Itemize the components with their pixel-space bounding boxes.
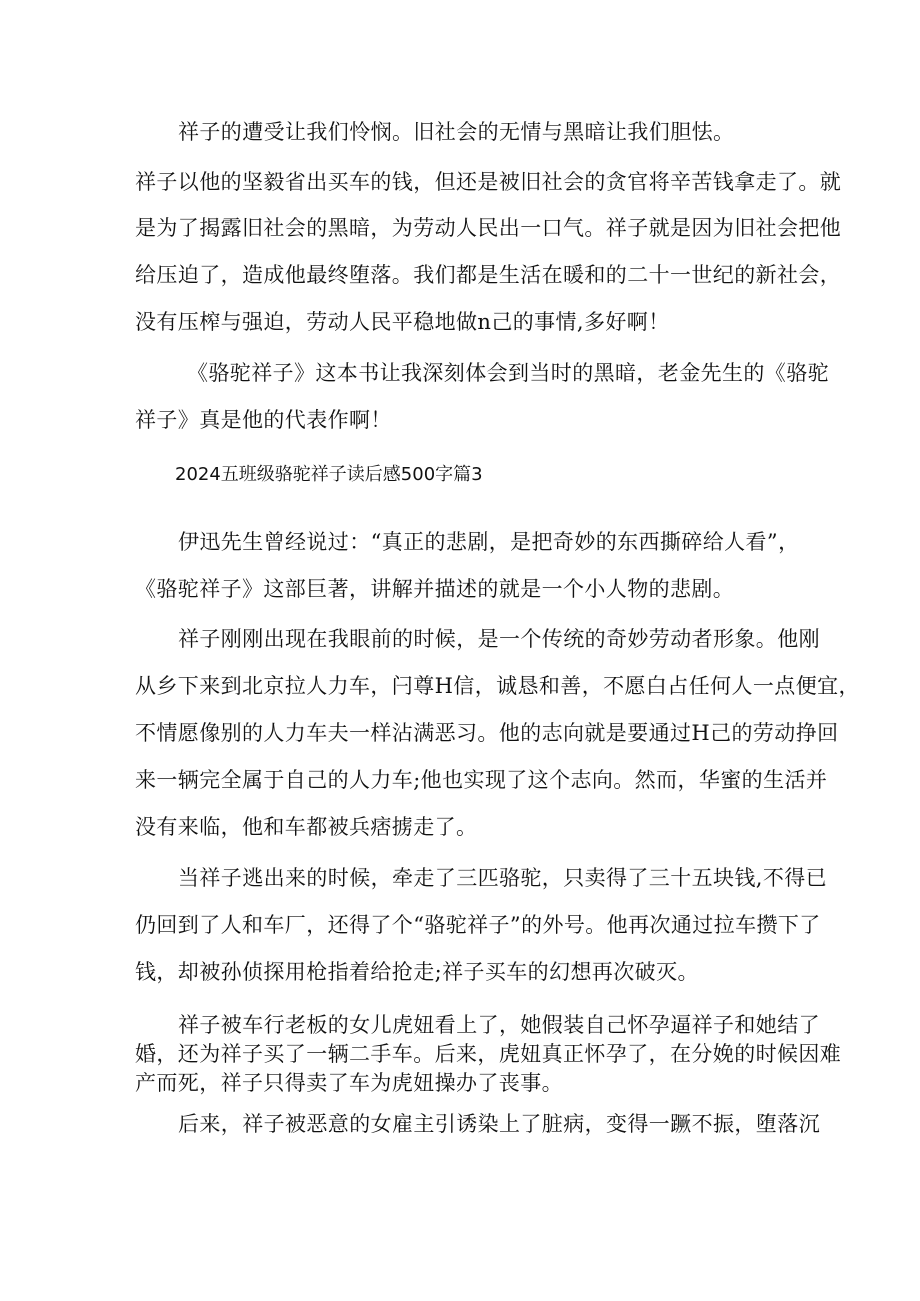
- paragraph-2-line-3: 给压迫了，造成他最终堕落。我们都是生活在暖和的二十一世纪的新社会，: [135, 263, 842, 287]
- s2-paragraph-1-line-1: 伊迅先生曾经说过：“真正的悲剧，是把奇妙的东西撕碎给人看”，: [178, 530, 800, 554]
- paragraph-3-line-1: 《骆驼祥子》这本书让我深刻体会到当时的黑暗，老金先生的《骆驼: [187, 361, 829, 385]
- s2-paragraph-2-line-5: 没有来临，他和车都被兵痞掳走了。: [135, 815, 478, 839]
- paragraph-3-line-2: 祥子》真是他的代表作啊！: [135, 408, 392, 432]
- s2-paragraph-4-line-3: 产而死，祥子只得卖了车为虎妞操办了丧事。: [135, 1071, 563, 1095]
- s2-paragraph-2-line-4: 来一辆完全属于自己的人力车;他也实现了这个志向。然而，华蜜的生活并: [135, 768, 828, 792]
- s2-paragraph-3-line-3: 钱，却被孙侦探用枪指着给抢走;祥子买车的幻想再次破灭。: [135, 960, 699, 984]
- s2-paragraph-5-line-1: 后来，祥子被恶意的女雇主引诱染上了脏病，变得一蹶不振，堕落沉: [178, 1112, 820, 1136]
- s2-paragraph-1-line-2: 《骆驼祥子》这部巨著，讲解并描述的就是一个小人物的悲剧。: [135, 577, 735, 601]
- section-heading: 2024五班级骆驼祥子读后感500字篇3: [175, 464, 483, 485]
- s2-paragraph-4-line-2: 婚，还为祥子买了一辆二手车。后来，虎妞真正怀孕了，在分娩的时候因难: [135, 1042, 842, 1066]
- paragraph-2-line-4: 没有压榨与强迫，劳动人民平稳地做n己的事情,多好啊！: [135, 310, 670, 334]
- paragraph-2-line-1: 祥子以他的坚毅省出买车的钱，但还是被旧社会的贪官将辛苦钱拿走了。就: [135, 170, 842, 194]
- paragraph-1-line-1: 祥子的遭受让我们怜悯。旧社会的无情与黑暗让我们胆怯。: [178, 120, 735, 144]
- s2-paragraph-2-line-3: 不情愿像别的人力车夫一样沾满恶习。他的志向就是要通过H己的劳动挣回: [135, 721, 839, 745]
- s2-paragraph-2-line-1: 祥子刚刚出现在我眼前的时候，是一个传统的奇妙劳动者形象。他刚: [178, 627, 820, 651]
- s2-paragraph-4-line-1: 祥子被车行老板的女儿虎妞看上了，她假装自己怀孕逼祥子和她结了: [178, 1013, 820, 1037]
- paragraph-2-line-2: 是为了揭露旧社会的黑暗，为劳动人民出一口气。祥子就是因为旧社会把他: [135, 216, 842, 240]
- s2-paragraph-3-line-1: 当祥子逃出来的时候，牵走了三匹骆驼，只卖得了三十五块钱,不得已: [178, 866, 828, 890]
- s2-paragraph-2-line-2: 从乡下来到北京拉人力车，闩尊H信，诚恳和善，不愿白占任何人一点便宜，: [135, 674, 860, 698]
- s2-paragraph-3-line-2: 仍回到了人和车厂，还得了个“骆驼祥子”的外号。他再次通过拉车攒下了: [135, 913, 821, 937]
